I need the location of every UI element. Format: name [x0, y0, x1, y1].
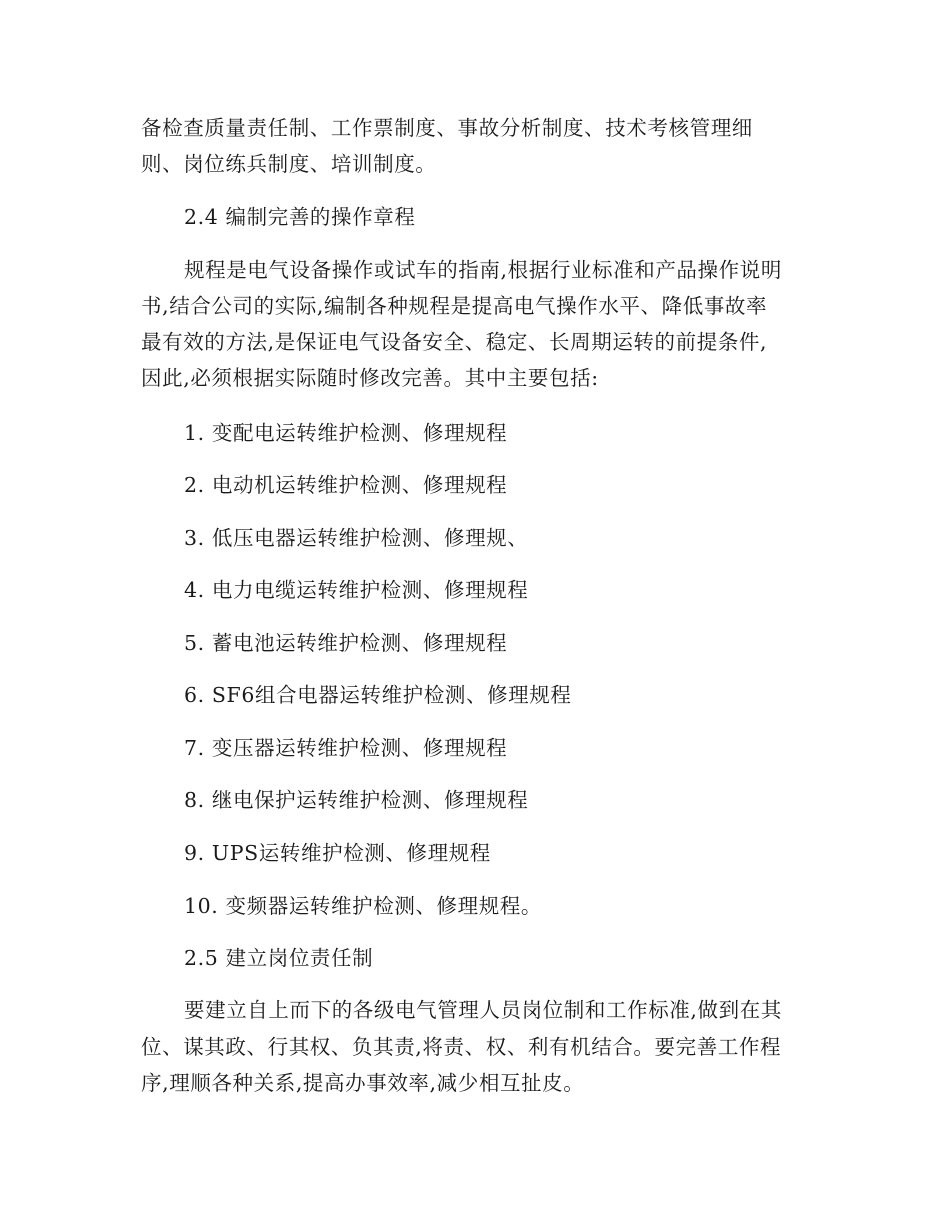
- paragraph-2-4-line-4: 因此,必须根据实际随时修改完善。其中主要包括:: [141, 366, 599, 390]
- paragraph-2-4-line-3: 最有效的方法,是保证电气设备安全、稳定、长周期运转的前提条件,: [141, 330, 768, 354]
- list-item-9: 9. UPS运转维护检测、修理规程: [184, 841, 491, 865]
- paragraph-2-5-line-2: 位、谋其政、行其权、负其责,将责、权、利有机结合。要完善工作程: [141, 1035, 782, 1059]
- list-item-4: 4. 电力电缆运转维护检测、修理规程: [184, 578, 529, 602]
- list-item-2: 2. 电动机运转维护检测、修理规程: [184, 473, 508, 497]
- paragraph-2-5-line-1: 要建立自上而下的各级电气管理人员岗位制和工作标准,做到在其: [184, 998, 782, 1022]
- list-item-10: 10. 变频器运转维护检测、修理规程。: [184, 894, 543, 918]
- list-item-7: 7. 变压器运转维护检测、修理规程: [184, 736, 508, 760]
- intro-line-2: 则、岗位练兵制度、培训制度。: [141, 152, 437, 176]
- list-item-1: 1. 变配电运转维护检测、修理规程: [184, 421, 508, 445]
- list-item-5: 5. 蓄电池运转维护检测、修理规程: [184, 631, 508, 655]
- paragraph-2-4-line-2: 书,结合公司的实际,编制各种规程是提高电气操作水平、降低事故率: [141, 294, 768, 318]
- intro-line-1: 备检查质量责任制、工作票制度、事故分析制度、技术考核管理细: [141, 116, 753, 140]
- list-item-8: 8. 继电保护运转维护检测、修理规程: [184, 788, 529, 812]
- list-item-3: 3. 低压电器运转维护检测、修理规、: [184, 526, 529, 550]
- list-item-6: 6. SF6组合电器运转维护检测、修理规程: [184, 683, 572, 707]
- paragraph-2-4-line-1: 规程是电气设备操作或试车的指南,根据行业标准和产品操作说明: [184, 258, 782, 282]
- section-heading-2-5: 2.5 建立岗位责任制: [184, 946, 374, 970]
- paragraph-2-5-line-3: 序,理顺各种关系,提高办事效率,减少相互扯皮。: [141, 1071, 585, 1095]
- section-heading-2-4: 2.4 编制完善的操作章程: [184, 205, 416, 229]
